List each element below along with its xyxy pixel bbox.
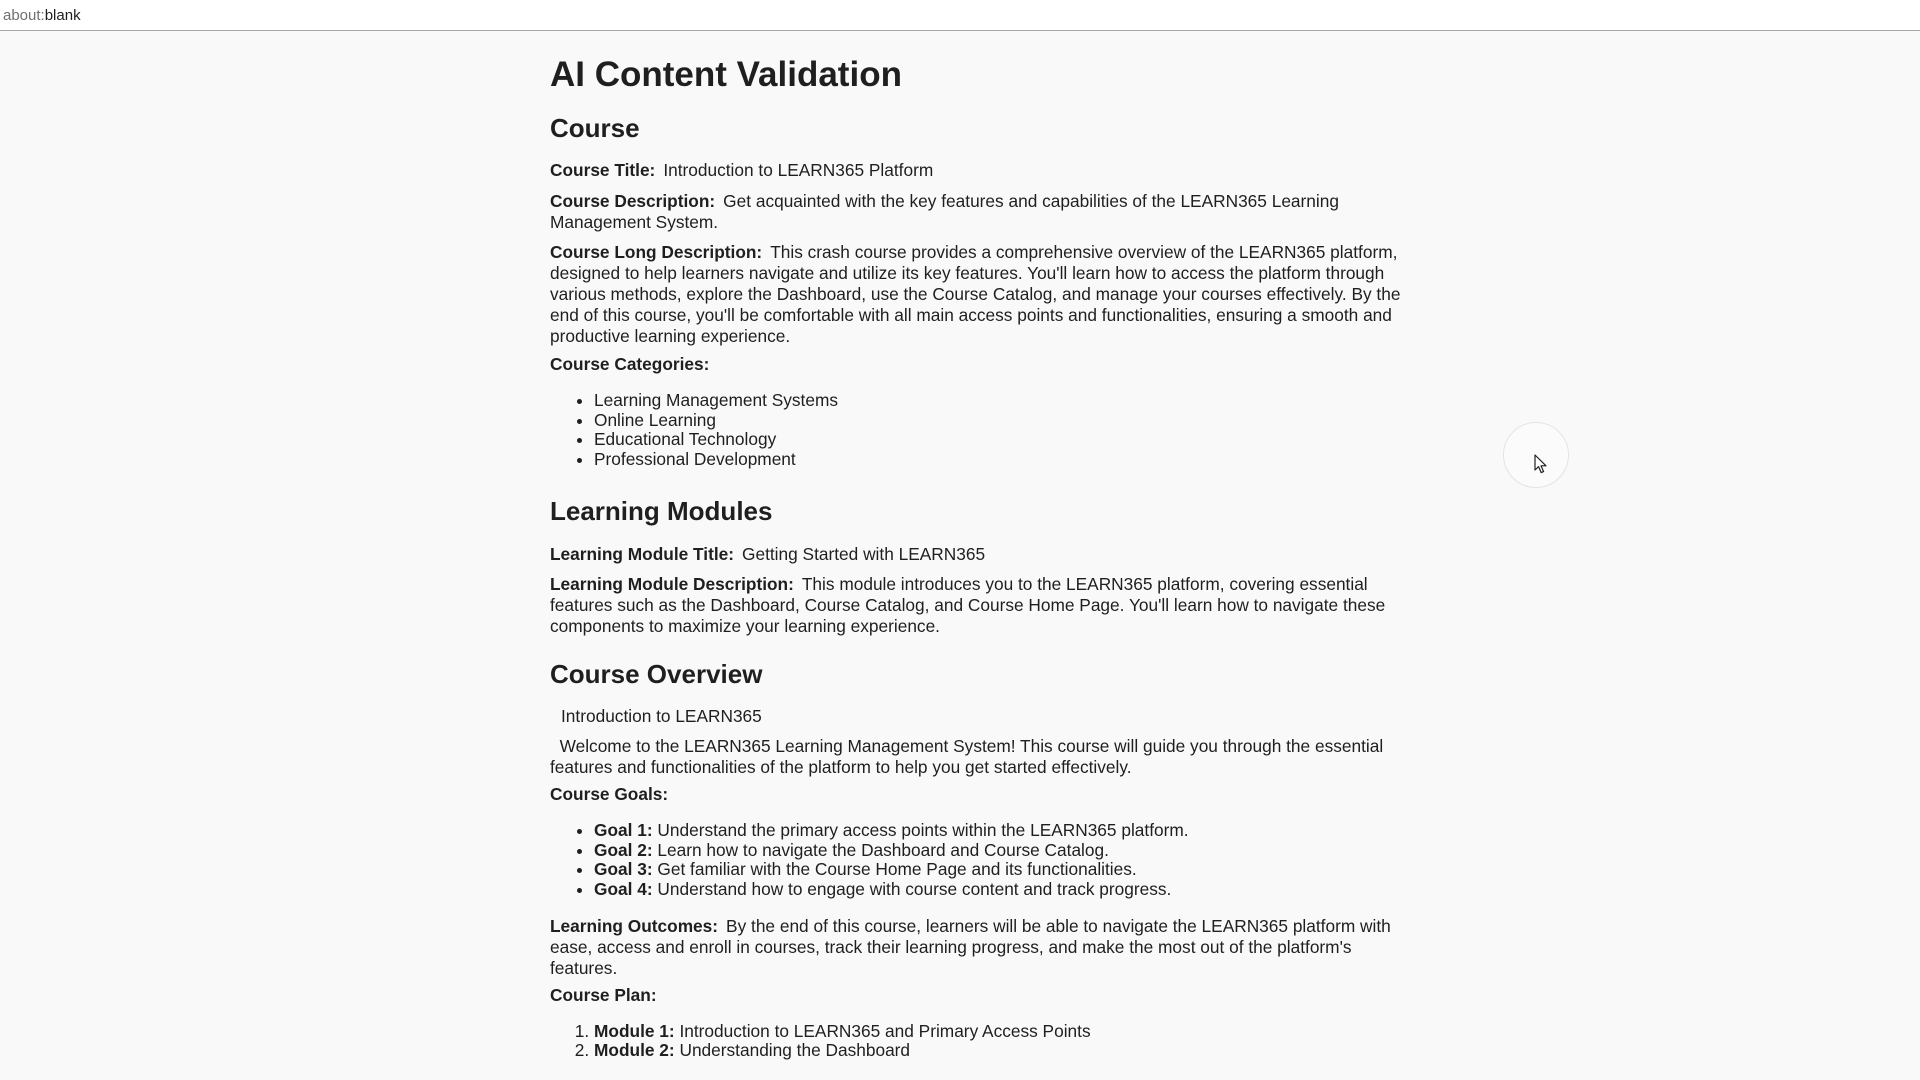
list-item bbox=[594, 880, 1410, 900]
module-description-label: Learning Module Description: bbox=[550, 573, 794, 594]
module-title-field bbox=[550, 544, 1410, 565]
course-plan-field bbox=[550, 985, 1410, 1006]
goal-label: Goal 1: bbox=[594, 819, 653, 840]
overview-welcome-text bbox=[550, 736, 1410, 778]
module-text: Introduction to LEARN365 and Primary Access Points bbox=[679, 1020, 1091, 1041]
address-bar[interactable] bbox=[0, 0, 1920, 31]
module-description-field bbox=[550, 574, 1410, 637]
list-item bbox=[594, 860, 1410, 880]
learning-modules-heading: Learning Modules bbox=[550, 495, 773, 526]
course-overview-heading: Course Overview bbox=[550, 658, 763, 689]
module-title-value: Getting Started with LEARN365 bbox=[742, 543, 986, 564]
learning-outcomes-field bbox=[550, 916, 1410, 979]
url-text[interactable] bbox=[3, 7, 81, 24]
course-plan-label: Course Plan: bbox=[550, 984, 657, 1005]
course-goals-label: Course Goals: bbox=[550, 783, 669, 804]
course-title-value: Introduction to LEARN365 Platform bbox=[663, 160, 934, 180]
list-item: • Professional Development bbox=[594, 450, 1410, 470]
overview-welcome-value: Welcome to the LEARN365 Learning Management System! This course will guide you through the essential features and functionalities of the platform to help you get started effectively. bbox=[550, 735, 1384, 777]
module-title-label: Learning Module Title: bbox=[550, 543, 735, 564]
course-categories-field bbox=[550, 354, 1410, 375]
list-item bbox=[594, 841, 1410, 861]
cursor-highlight bbox=[1503, 422, 1569, 488]
page-content bbox=[550, 31, 1410, 1061]
list-item bbox=[594, 821, 1410, 841]
course-categories-list bbox=[550, 391, 1410, 470]
learning-outcomes-value: By the end of this course, learners will be able to navigate the LEARN365 platform with ease, access and enroll in courses, track their learning progress, and make the most out of the platform's features. bbox=[550, 915, 1391, 978]
course-goals-field bbox=[550, 784, 1410, 805]
goal-text: Understand how to engage with course content and track progress. bbox=[657, 878, 1172, 899]
course-categories-label: Course Categories: bbox=[550, 354, 710, 374]
list-item bbox=[594, 1022, 1410, 1042]
list-item: • Educational Technology bbox=[594, 430, 1410, 450]
course-plan-list bbox=[550, 1022, 1410, 1061]
module-description-value: This module introduces you to the LEARN365 platform, covering essential features such as the Dashboard, Course Catalog, and Course Home Page. You'll learn how to navigate these components to maximize your learning experience. bbox=[550, 573, 1386, 636]
goal-label: Goal 3: bbox=[594, 859, 653, 880]
course-goals-list bbox=[550, 821, 1410, 900]
module-label: Module 2: bbox=[594, 1040, 675, 1061]
goal-text: Learn how to navigate the Dashboard and Course Catalog. bbox=[657, 839, 1109, 860]
goal-label: Goal 2: bbox=[594, 839, 653, 860]
learning-outcomes-label: Learning Outcomes: bbox=[550, 915, 719, 936]
course-long-description-label: Course Long Description: bbox=[550, 242, 763, 262]
overview-subheading: Introduction to LEARN365 bbox=[561, 705, 762, 726]
module-text: Understanding the Dashboard bbox=[679, 1040, 911, 1061]
course-heading: Course bbox=[550, 113, 640, 143]
module-label: Module 1: bbox=[594, 1020, 675, 1041]
course-description-value: Get acquainted with the key features and capabilities of the LEARN365 Learning Management System. bbox=[550, 191, 1339, 232]
list-item bbox=[594, 1041, 1410, 1061]
goal-text: Get familiar with the Course Home Page and its functionalities. bbox=[657, 859, 1137, 880]
url-path: blank bbox=[44, 7, 81, 24]
goal-label: Goal 4: bbox=[594, 878, 653, 899]
course-description-field bbox=[550, 191, 1410, 233]
page-title: AI Content Validation bbox=[550, 55, 902, 94]
course-long-description-value: This crash course provides a comprehensive overview of the LEARN365 platform, designed to help learners navigate and utilize its key features. You'll learn how to access the platform through various methods, explore the Dashboard, use the Course Catalog, and manage your courses effectively. By the end of this course, you'll be comfortable with all main access points and functionalities, ensuring a smooth and productive learning experience. bbox=[550, 242, 1401, 346]
list-item: • Online Learning bbox=[594, 411, 1410, 431]
course-title-label: Course Title: bbox=[550, 160, 656, 180]
course-long-description-field bbox=[550, 242, 1410, 347]
goal-text: Understand the primary access points within the LEARN365 platform. bbox=[657, 819, 1189, 840]
course-description-label: Course Description: bbox=[550, 191, 716, 211]
course-title-field bbox=[550, 160, 1410, 181]
mouse-pointer-icon bbox=[1534, 454, 1548, 474]
list-item: • Learning Management Systems bbox=[594, 391, 1410, 411]
url-scheme: about: bbox=[3, 7, 45, 24]
